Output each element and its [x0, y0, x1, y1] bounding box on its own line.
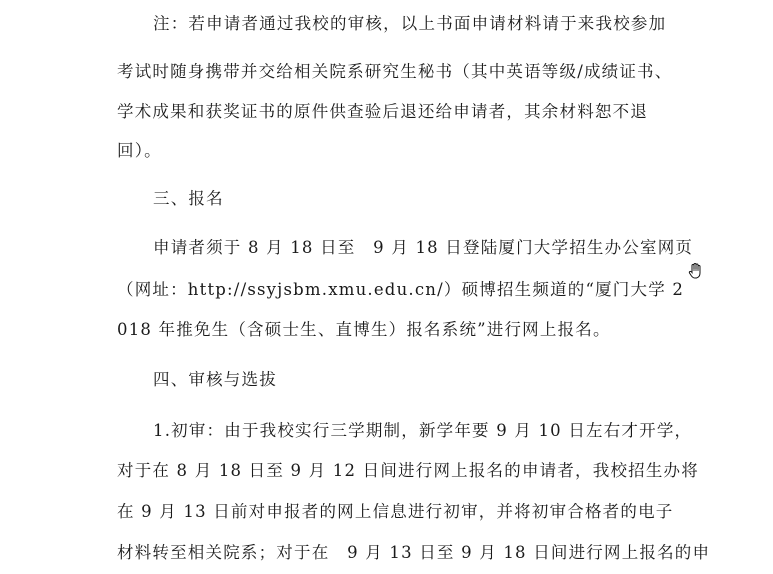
paragraph-review-line-2: 对于在 8 月 18 日至 9 月 12 日间进行网上报名的申请者，我校招生办将 [117, 461, 699, 480]
section-heading-review-selection: 四、审核与选拔 [153, 370, 277, 389]
paragraph-registration-line-2: （网址：http://ssyjsbm.xmu.edu.cn/）硕博招生频道的“厦门大学 2 [117, 280, 685, 299]
paragraph-review-line-4: 材料转至相关院系；对于在 9 月 13 日至 9 月 18 日间进行网上报名的申 [117, 543, 711, 562]
paragraph-review-line-3: 在 9 月 13 日前对申报者的网上信息进行初审，并将初审合格者的电子 [117, 502, 674, 521]
paragraph-note-line-4: 回）。 [117, 141, 162, 160]
paragraph-note-line-3: 学术成果和获奖证书的原件供查验后退还给申请者，其余材料恕不退 [117, 102, 648, 121]
hand-pointer-icon [687, 262, 705, 280]
paragraph-review-line-1: 1.初审：由于我校实行三学期制，新学年要 9 月 10 日左右才开学， [153, 421, 693, 440]
paragraph-note-line-1: 注：若申请者通过我校的审核，以上书面申请材料请于来我校参加 [153, 14, 667, 33]
paragraph-registration-line-3: 018 年推免生（含硕士生、直博生）报名系统”进行网上报名。 [117, 320, 611, 339]
section-heading-registration: 三、报名 [153, 189, 224, 208]
paragraph-note-line-2: 考试时随身携带并交给相关院系研究生秘书（其中英语等级/成绩证书、 [117, 62, 673, 81]
paragraph-registration-line-1: 申请者须于 8 月 18 日至 9 月 18 日登陆厦门大学招生办公室网页 [153, 238, 694, 257]
